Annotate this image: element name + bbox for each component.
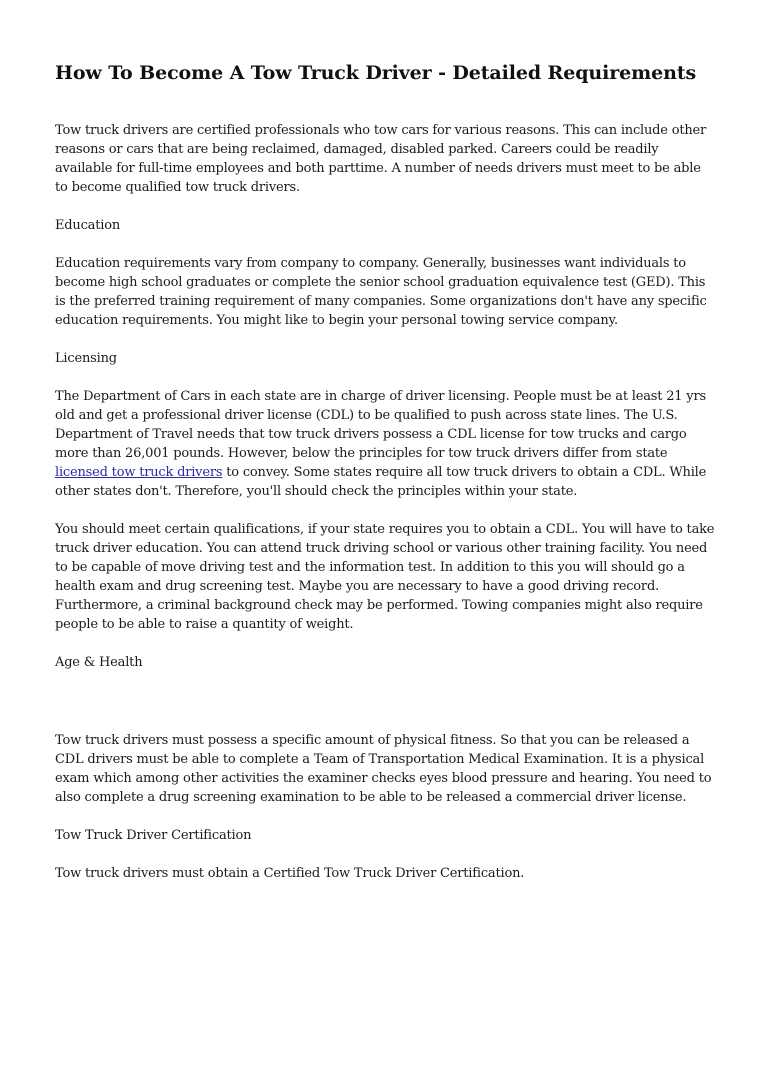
age-health-heading: Age & Health <box>55 655 143 670</box>
licensing-text-after-link: to convey. Some states require all tow truck drivers to obtain a CDL. While other states don't. Therefore, you'll should check the principles within your state. <box>55 465 707 499</box>
licensing-heading: Licensing <box>55 351 117 366</box>
education-paragraph: Education requirements vary from company to company. Generally, businesses want individuals to become high school graduates or complete the senior school graduation equivalence test (GED). This is the preferred training requirement of many companies. Some organizations don't have any specific education requirements. You might like to begin your personal towing service company. <box>55 256 707 328</box>
qualifications-paragraph: You should meet certain qualifications, if your state requires you to obtain a CDL. You will have to take truck driver education. You can attend truck driving school or various other training facility. You need to be capable of move driving test and the information test. In addition to this you will should go a health exam and drug screening test. Maybe you are necessary to have a good driving record. Furthermore, a criminal background check may be performed. Towing companies might also require people to be able to raise a quantity of weight. <box>55 522 715 632</box>
certification-heading: Tow Truck Driver Certification <box>55 828 252 843</box>
intro-paragraph: Tow truck drivers are certified professionals who tow cars for various reasons. This can include other reasons or cars that are being reclaimed, damaged, disabled parked. Careers could be readily available for full-time employees and both parttime. A number of needs drivers must meet to be able to become qualified tow truck drivers. <box>55 123 707 195</box>
certification-paragraph: Tow truck drivers must obtain a Certified Tow Truck Driver Certification. <box>55 866 525 881</box>
age-health-paragraph: Tow truck drivers must possess a specific amount of physical fitness. So that you can be released a CDL drivers must be able to complete a Team of Transportation Medical Examination. It is a physical exam which among other activities the examiner checks eyes blood pressure and hearing. You need to also complete a drug screening examination to be able to be released a commercial driver license. <box>55 733 712 805</box>
document-title: How To Become A Tow Truck Driver - Detailed Requirements <box>55 62 697 84</box>
document-page <box>55 58 717 883</box>
licensed-tow-truck-drivers-link[interactable]: licensed tow truck drivers <box>55 465 223 480</box>
licensing-text-before-link: The Department of Cars in each state are in charge of driver licensing. People must be at least 21 yrs old and get a professional driver license (CDL) to be qualified to push across state lines. The U.S. Department of Travel needs that tow truck drivers possess a CDL license for tow trucks and cargo more than 26,001 pounds. However, below the principles for tow truck drivers differ from state <box>55 389 706 461</box>
education-heading: Education <box>55 218 120 233</box>
licensing-paragraph <box>55 387 717 501</box>
